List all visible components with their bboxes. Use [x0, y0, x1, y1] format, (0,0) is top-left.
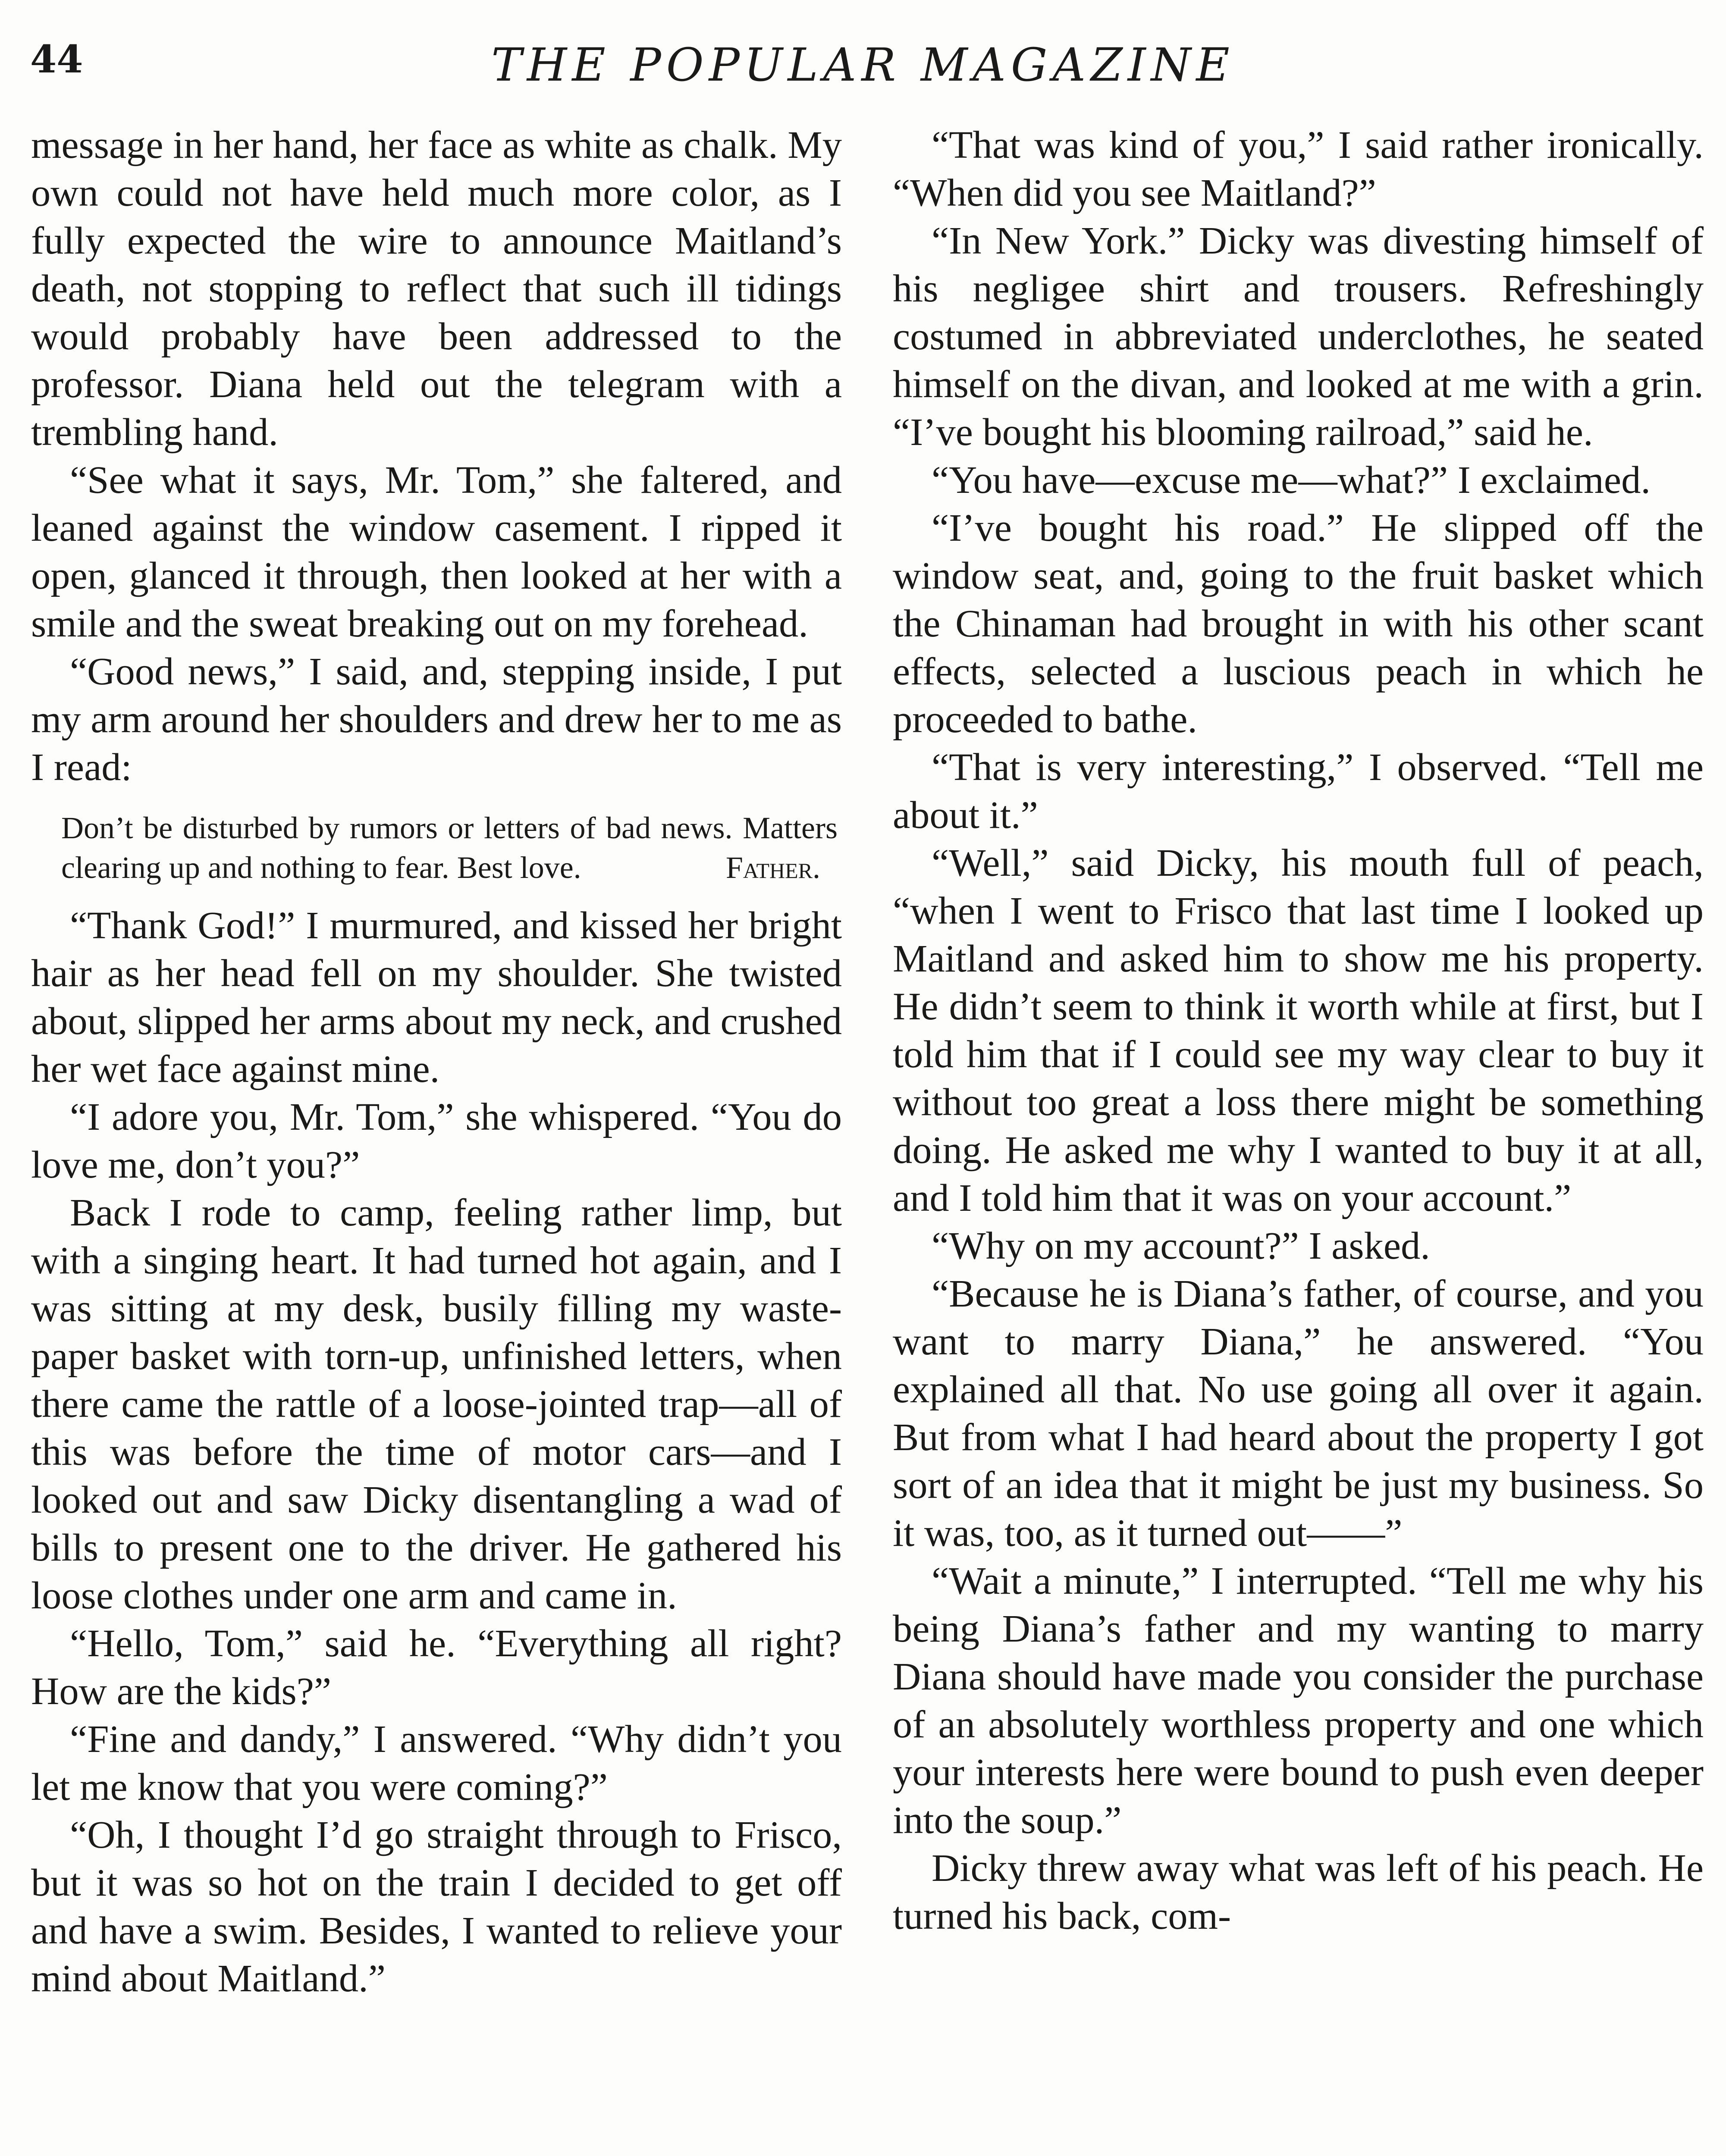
- paragraph: “I’ve bought his road.” He slipped off the window seat, and, going to the fruit basket which the Chinaman had brought in with his other scant effects, selected a luscious peach in which he proceeded to bathe.: [893, 506, 1704, 741]
- paragraph: “I adore you, Mr. Tom,” she whispered. “You do love me, don’t you?”: [31, 1095, 842, 1186]
- paragraph: “In New York.” Dicky was divesting himself of his negligee shirt and trousers. Refreshingly costumed in abbreviated underclothes, he seated himself on the divan, and looked at me with a grin. “I’ve bought his blooming railroad,” said he.: [893, 219, 1704, 454]
- paragraph: “Hello, Tom,” said he. “Everything all right? How are the kids?”: [31, 1621, 842, 1713]
- paragraph: “That was kind of you,” I said rather ironically. “When did you see Maitland?”: [893, 123, 1704, 214]
- paragraph: message in her hand, her face as white as chalk. My own could not have held much more color, as I fully expected the wire to announce Maitland’s death, not stopping to reflect that such ill tidings would probably have been addressed to the professor. Diana held out the telegram with a trembling hand.: [31, 123, 842, 454]
- paragraph: “Well,” said Dicky, his mouth full of peach, “when I went to Frisco that last time I looked up Maitland and asked him to show me his property. He didn’t seem to think it worth while at first, but I told him that if I could see my way clear to buy it without too great a loss there might be something doing. He asked me why I wanted to buy it at all, and I told him that it was on your account.”: [893, 841, 1704, 1219]
- paragraph: “Good news,” I said, and, stepping inside, I put my arm around her shoulders and drew her to me as I read:: [31, 649, 842, 789]
- paragraph: “Thank God!” I murmured, and kissed her bright hair as her head fell on my shoulder. She twisted about, slipped her arms about my neck, and crushed her wet face against mine.: [31, 903, 842, 1091]
- page-header: [30, 24, 1696, 106]
- telegram-text: Don’t be disturbed by rumors or letters of bad news. Matters clearing up and nothing to fear. Best love.: [61, 811, 838, 885]
- left-column: [31, 121, 842, 2002]
- page-number: 44: [30, 37, 83, 81]
- paragraph: “You have—excuse me—what?” I exclaimed.: [932, 458, 1651, 501]
- paragraph: “Wait a minute,” I interrupted. “Tell me why his being Diana’s father and my wanting to marry Diana should have made you consider the purchase of an absolutely worthless property and one which your interests here were bound to push even deeper into the soup.”: [893, 1559, 1704, 1842]
- paragraph: “Fine and dandy,” I answered. “Why didn’t you let me know that you were coming?”: [31, 1717, 842, 1808]
- paragraph: Back I rode to camp, feeling rather limp, but with a singing heart. It had turned hot again, and I was sitting at my desk, busily filling my waste-paper basket with torn-up, unfinished letters, when there came the rattle of a loose-jointed trap—all of this was before the time of motor cars—and I looked out and saw Dicky disentangling a wad of bills to present one to the driver. He gathered his loose clothes under one arm and came in.: [31, 1191, 842, 1617]
- telegram-message: [31, 808, 842, 887]
- paragraph: “Why on my account?” I asked.: [932, 1224, 1430, 1267]
- paragraph: “Because he is Diana’s father, of course, and you want to marry Diana,” he answered. “You explained all that. No use going all over it again. But from what I had heard about the property I got sort of an idea that it might be just my business. So it was, too, as it turned out——”: [893, 1272, 1704, 1554]
- paragraph: “That is very interesting,” I observed. “Tell me about it.”: [893, 745, 1704, 837]
- right-column: [893, 121, 1704, 1940]
- paragraph: “Oh, I thought I’d go straight through to Frisco, but it was so hot on the train I decided to get off and have a swim. Besides, I wanted to relieve your mind about Maitland.”: [31, 1813, 842, 2000]
- telegram-signature: Father.: [725, 850, 820, 885]
- paragraph: “See what it says, Mr. Tom,” she faltered, and leaned against the window casement. I ripped it open, glanced it through, then looked at her with a smile and the sweat breaking out on my forehead.: [31, 458, 842, 645]
- running-title: THE POPULAR MAGAZINE: [491, 38, 1235, 91]
- paragraph: Dicky threw away what was left of his peach. He turned his back, com-: [893, 1846, 1704, 1937]
